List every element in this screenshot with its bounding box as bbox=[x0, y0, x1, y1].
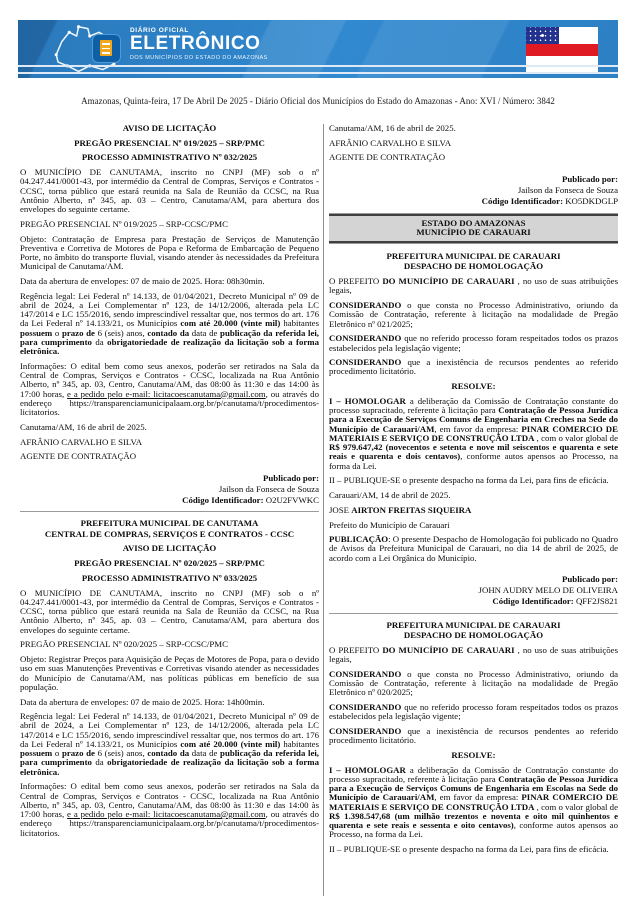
text-run: CONSIDERANDO bbox=[329, 300, 402, 311]
text-run: JOHN AUDRY MELO DE OLIVEIRA bbox=[478, 584, 618, 595]
text-run: a deliberação da Comissão de Contratação constante do processo supracitado, referente à licitação para bbox=[329, 395, 618, 416]
paragraph bbox=[20, 589, 319, 635]
text-run: prazo de bbox=[61, 748, 98, 759]
text-run: : O presente Despacho de Homologação foi publicado no Quadro de Avisos da Prefeitura Municipal de Carauari, no dia 14 de abril de 2025, de acordo com a Lei Orgânica do Município. bbox=[329, 534, 618, 563]
text-run: PINAR COMERCIO DE MATERIAIS E SERVIÇO DE CONSTRUÇÃO LTDA bbox=[329, 792, 618, 812]
text-run: Contratação de Pessoa Jurídica para a Execução de Serviços Comuns de Engenharia em Escolas na Sede do Município de Carauari/AM bbox=[329, 773, 618, 803]
gazette-title: ELETRÔNICO bbox=[130, 33, 261, 54]
text-run: AFRÂNIO CARVALHO E SILVA bbox=[329, 137, 452, 148]
text-run: , conforme autos apensos ao Processo, na forma da Lei. bbox=[329, 451, 618, 471]
text-run: CONSIDERANDO bbox=[329, 726, 402, 737]
paragraph bbox=[329, 124, 618, 133]
paragraph bbox=[329, 476, 618, 485]
text-run: DO MUNICÍPIO DE CARAUARI bbox=[382, 644, 515, 655]
text-run: Código Identificador: bbox=[492, 595, 576, 606]
text-run: MUNICÍPIO DE CARAUARI bbox=[416, 226, 531, 237]
text-run: PUBLICAÇÃO bbox=[329, 534, 389, 545]
article-heading bbox=[20, 153, 319, 162]
text-run: com até 20.000 (vinte mil) bbox=[180, 738, 284, 749]
text-run: possuem bbox=[20, 748, 55, 759]
paragraph bbox=[329, 727, 618, 745]
published-by bbox=[329, 574, 618, 607]
text-run: AVISO DE LICITAÇÃO bbox=[122, 124, 217, 133]
text-run: DO MUNICÍPIO DE CARAUARI bbox=[382, 276, 515, 287]
text-run: PINAR COMERCIO DE MATERIAIS E SERVIÇO DE CONSTRUÇÃO LTDA bbox=[329, 423, 618, 443]
text-run: O MUNICÍPIO DE CANUTAMA, inscrito no CNPJ (MF) sob o nº 04.247.441/0001-43, por intermédio da Central de Compras, Serviços e Contratos - CCSC, torna público que estará reunida na Sala de Reunião da CCSC, na Rua Antônio Alberto, nº 345, ap. 03 – Centro, Canutama/AM, para abertura dos envelopes do seguinte certame. bbox=[20, 587, 319, 635]
text-run: , no uso de suas atribuições legais, bbox=[329, 276, 618, 296]
text-run: O PREFEITO bbox=[329, 644, 383, 655]
text-run: que no referido processo foram respeitados todos os prazos estabelecidos pela legislação vigente; bbox=[329, 702, 618, 722]
article-heading bbox=[20, 139, 319, 148]
text-run: prazo de bbox=[61, 327, 98, 338]
paragraph bbox=[329, 535, 618, 563]
text-run: Código Identificador: bbox=[481, 195, 566, 206]
section-divider bbox=[329, 613, 618, 614]
document-icon bbox=[92, 34, 121, 63]
text-run: JOSE bbox=[329, 504, 352, 515]
text-run: o que consta no Processo Administrativo, oriundo da Comissão de Contratação, referente à licitação na modalidade de Pregão Eletrônico nº 021/2025; bbox=[329, 300, 618, 329]
paragraph bbox=[20, 277, 319, 286]
text-run: Publicado por: bbox=[263, 472, 319, 483]
text-run: II – PUBLIQUE-SE o presente despacho na forma da Lei, para fins de eficácia. bbox=[329, 844, 609, 855]
text-run: Prefeito do Município de Carauari bbox=[329, 519, 450, 530]
email-link[interactable]: e a pedido pelo e-mail: licitacoescanutama@gmail.com bbox=[67, 388, 266, 399]
text-run: da bbox=[95, 336, 108, 347]
gazette-subtitle: DOS MUNICÍPIOS DO ESTADO DO AMAZONAS bbox=[130, 55, 268, 61]
text-run: Data da abertura de envelopes: 07 de maio de 2025. Hora: 14h00min. bbox=[20, 696, 265, 707]
article-heading bbox=[20, 574, 319, 583]
column-right bbox=[324, 124, 618, 896]
article-heading bbox=[329, 751, 618, 760]
text-run: Objeto: Contratação de Empresa para Prestação de Serviços de Manutenção Preventiva e Corretiva de Motores de Popa e Reforma de Embarcação de Pequeno Porte, no âmbito do transporte fluvial, visando atender às necessidades da Prefeitura Municipal de Canutama/AM. bbox=[20, 233, 319, 272]
text-run: contado da bbox=[147, 748, 192, 759]
text-run: data de bbox=[191, 748, 221, 759]
text-run: , ou através do endereço https://transparenciamunicipalaam.org.br/p/canutama/t/procedimentos-licitatorios. bbox=[20, 809, 319, 838]
paragraph bbox=[20, 423, 319, 432]
text-run: PREGÃO PRESENCIAL Nº 020/2025 – SRP-CCSC/PMC bbox=[20, 639, 228, 650]
text-run: DESPACHO DE HOMOLOGAÇÃO bbox=[403, 261, 544, 272]
paragraph bbox=[20, 698, 319, 707]
text-run: obrigatoriedade de realização da licitação sob a forma eletrônica. bbox=[20, 757, 319, 777]
text-run: que a inexistência de recursos pendentes ao referido procedimento licitatório. bbox=[329, 357, 618, 377]
text-run: PREGÃO PRESENCIAL Nº 019/2025 – SRP-CCSC/PMC bbox=[20, 218, 228, 229]
text-run: com até 20.000 (vinte mil) bbox=[180, 318, 284, 329]
text-run: da bbox=[95, 757, 108, 768]
text-run: que no referido processo foram respeitados todos os prazos estabelecidos pela legislação vigente; bbox=[329, 333, 618, 353]
article-heading bbox=[20, 544, 319, 553]
article-heading bbox=[20, 124, 319, 133]
text-run: Jailson da Fonseca de Souza bbox=[517, 184, 618, 195]
paragraph bbox=[329, 646, 618, 664]
text-run: I – HOMOLOGAR bbox=[329, 395, 406, 406]
text-run: PROCESSO ADMINISTRATIVO Nº 033/2025 bbox=[81, 572, 258, 583]
article-heading bbox=[329, 382, 618, 391]
article-heading bbox=[20, 519, 319, 538]
text-run: PREGÃO PRESENCIAL Nº 020/2025 – SRP/PMC bbox=[74, 558, 265, 569]
text-run: , com o valor global de bbox=[534, 432, 618, 443]
published-by bbox=[20, 473, 319, 506]
content bbox=[20, 124, 618, 896]
text-run: AIRTON FREITAS SIQUEIRA bbox=[351, 504, 472, 515]
header-banner bbox=[18, 20, 618, 78]
text-run: R$ 1.398.547,68 (um milhão trezentos e noventa e oito mil quinhentos e quarenta e sete reais e sessenta e oito centavos) bbox=[329, 810, 618, 831]
text-run: PROCESSO ADMINISTRATIVO Nº 032/2025 bbox=[81, 152, 258, 163]
text-run: Publicado por: bbox=[562, 573, 618, 584]
paragraph bbox=[20, 168, 319, 214]
text-run: , com o valor global de bbox=[534, 801, 618, 812]
text-run: , em favor da empresa: bbox=[434, 792, 522, 803]
text-run: O MUNICÍPIO DE CANUTAMA, inscrito no CNPJ (MF) sob o nº 04.247.441/0001-43, por intermédio da Central de Compras, Serviços e Contratos - CCSC, torna público que estará reunida na Sala de Reunião da CCSC, na Rua Antônio Alberto, nº 345, ap. 03 – Centro, Canutama/AM, para abertura dos envelopes do seguinte certame. bbox=[20, 167, 319, 215]
text-run: obrigatoriedade de realização da licitação sob a forma eletrônica. bbox=[20, 336, 319, 357]
text-run: habitantes bbox=[283, 738, 319, 749]
text-run: habitantes bbox=[283, 318, 319, 329]
paragraph bbox=[20, 438, 319, 447]
text-run: AGENTE DE CONTRATAÇÃO bbox=[329, 152, 446, 163]
text-run: PREFEITURA MUNICIPAL DE CANUTAMA bbox=[80, 518, 259, 529]
text-run: QFF2JS821 bbox=[575, 595, 618, 606]
text-run: II – PUBLIQUE-SE o presente despacho na forma da Lei, para fins de eficácia. bbox=[329, 475, 609, 486]
text-run: CONSIDERANDO bbox=[329, 357, 402, 368]
paragraph bbox=[329, 397, 618, 471]
text-run: Objeto: Registrar Preços para Aquisição de Peças de Motores de Popa, para o devido uso em suas Manutenções Preventivas e Corretivas visando atender as necessidades do Município de Canutama/AM, nas políticas públicas em benefício de sua população. bbox=[20, 654, 319, 692]
paragraph bbox=[20, 235, 319, 272]
paragraph bbox=[20, 452, 319, 461]
text-run: a deliberação da Comissão de Contratação constante do processo supracitado, referente à licitação para bbox=[329, 764, 618, 784]
text-run: publicação da referida lei, para cumprimento bbox=[20, 748, 319, 768]
text-run: RESOLVE: bbox=[451, 749, 496, 760]
paragraph bbox=[329, 521, 618, 530]
text-run: Informações: O edital bem como seus anexos, poderão ser retirados na Sala da Central de Compras, Serviços e Contratos - CCSC, localizada na Rua Antônio Alberto, nº 345, ap. 03, Centro, Canutama/AM, das 08:00 às 11:30 e das 14:00 às 17:00 horas, bbox=[20, 360, 319, 399]
text-run: R$ 979.647,42 (novecentos e setenta e nove mil seiscentos e quarenta e sete reais e quarenta e dois centavos) bbox=[329, 442, 618, 462]
text-run: , em favor da empresa: bbox=[434, 423, 522, 434]
paragraph bbox=[20, 292, 319, 357]
paragraph bbox=[20, 655, 319, 692]
text-run: 6 (seis) anos, bbox=[97, 748, 148, 759]
paragraph bbox=[329, 277, 618, 295]
text-run: , no uso de suas atribuições legais, bbox=[329, 644, 618, 665]
text-run: que a inexistência de recursos pendentes ao referido procedimento licitatório. bbox=[329, 726, 618, 746]
text-run: PREGÃO PRESENCIAL Nº 019/2025 – SRP/PMC bbox=[74, 137, 265, 148]
text-run: RESOLVE: bbox=[451, 381, 496, 392]
article-heading bbox=[329, 621, 618, 640]
paragraph bbox=[20, 362, 319, 417]
text-run: o bbox=[54, 327, 62, 338]
text-run: AGENTE DE CONTRATAÇÃO bbox=[20, 451, 137, 462]
paragraph bbox=[329, 334, 618, 352]
paragraph bbox=[20, 712, 319, 777]
text-run: Jailson da Fonseca de Souza bbox=[218, 483, 319, 494]
text-run: Data da abertura de envelopes: 07 de maio de 2025. Hora: 08h30min. bbox=[20, 276, 265, 287]
text-run: AVISO DE LICITAÇÃO bbox=[122, 543, 217, 554]
text-run: data de bbox=[191, 327, 221, 338]
text-run: publicação da referida lei, para cumprimento bbox=[20, 327, 319, 347]
text-run: Canutama/AM, 16 de abril de 2025. bbox=[20, 421, 147, 432]
paragraph bbox=[20, 640, 319, 649]
published-by bbox=[329, 174, 618, 207]
paragraph bbox=[329, 766, 618, 840]
paragraph bbox=[329, 703, 618, 721]
text-run: o que consta no Processo Administrativo, oriundo da Comissão de Contratação, referente à licitação na modalidade de Pregão Eletrônico nº 020/2025; bbox=[329, 668, 618, 698]
text-run: DESPACHO DE HOMOLOGAÇÃO bbox=[403, 630, 544, 641]
text-run: Informações: O edital bem como seus anexos, poderão ser retirados na Sala da Central de Compras, Serviços e Contratos - CCSC, localizada na Rua Antônio Alberto, nº 345, ap. 03, Centro, Canutama/AM, das 08:00 às 11:30 e das 14:00 às 17:00 horas, bbox=[20, 781, 319, 820]
paragraph bbox=[20, 782, 319, 837]
text-run: Regência legal: Lei Federal nº 14.133, de 01/04/2021, Decreto Municipal nº 09 de abril de 2024, a Lei Complementar nº 123, de 14/12/2006, alterada pela LC 147/2014 e LC 155/2016, sendo imprescindível ressaltar que, nos termos do art. 176 da Lei Federal nº 14.133/21, os Municípios bbox=[20, 711, 319, 749]
text-run: contado da bbox=[147, 327, 192, 338]
text-run: PREFEITURA MUNICIPAL DE CARAUARI bbox=[386, 619, 561, 630]
text-run: O2U2FVWKC bbox=[265, 494, 319, 505]
paragraph bbox=[329, 358, 618, 376]
gazette-title-small: DIÁRIO OFICIAL bbox=[130, 27, 189, 34]
text-run: ESTADO DO AMAZONAS bbox=[421, 217, 526, 228]
banner-separator-lines bbox=[18, 65, 618, 74]
text-run: KO5DKDGLP bbox=[565, 195, 618, 206]
text-run: Canutama/AM, 16 de abril de 2025. bbox=[329, 124, 456, 133]
paragraph bbox=[329, 301, 618, 329]
text-run: o bbox=[54, 748, 62, 759]
text-run: Carauari/AM, 14 de abril de 2025. bbox=[329, 490, 451, 501]
text-run: Publicado por: bbox=[562, 173, 618, 184]
text-run: I – HOMOLOGAR bbox=[329, 764, 406, 775]
column-left bbox=[20, 124, 323, 896]
article-heading bbox=[329, 252, 618, 271]
section-divider bbox=[20, 511, 319, 512]
text-run: Código Identificador: bbox=[182, 494, 266, 505]
paragraph bbox=[20, 220, 319, 229]
paragraph bbox=[329, 491, 618, 500]
paragraph bbox=[329, 153, 618, 162]
email-link[interactable]: e a pedido pelo e-mail: licitacoescanutama@gmail.com bbox=[67, 809, 266, 820]
text-run: CENTRAL DE COMPRAS, SERVIÇOS E CONTRATOS - CCSC bbox=[44, 528, 295, 539]
text-run: , conforme autos apensos ao Processo, na forma da Lei. bbox=[329, 820, 618, 840]
text-run: Regência legal: Lei Federal nº 14.133, de 01/04/2021, Decreto Municipal nº 09 de abril de 2024, a Lei Complementar nº 123, de 14/12/2006, alterada pela LC 147/2014 e LC 155/2016, sendo imprescindível ressaltar que, nos termos do art. 176 da Lei Federal nº 14.133/21, os Municípios bbox=[20, 290, 319, 329]
paragraph bbox=[329, 139, 618, 148]
text-run: , ou através do endereço https://transparenciamunicipalaam.org.br/p/canutama/t/procedimentos-licitatorios. bbox=[20, 388, 319, 418]
paragraph bbox=[329, 845, 618, 854]
text-run: O PREFEITO bbox=[329, 276, 383, 287]
text-run: CONSIDERANDO bbox=[329, 333, 402, 344]
text-run: PREFEITURA MUNICIPAL DE CARAUARI bbox=[386, 251, 561, 262]
article-heading bbox=[20, 559, 319, 568]
text-run: 6 (seis) anos, bbox=[97, 327, 148, 338]
dateline: Amazonas, Quinta-feira, 17 De Abril De 2025 - Diário Oficial dos Municípios do Estado do Amazonas - Ano: XVI / Número: 3842 bbox=[81, 96, 555, 106]
state-municipality-banner bbox=[329, 214, 618, 243]
text-run: possuem bbox=[20, 327, 55, 338]
text-run: CONSIDERANDO bbox=[329, 702, 402, 713]
paragraph bbox=[329, 670, 618, 698]
text-run: AFRÂNIO CARVALHO E SILVA bbox=[20, 436, 143, 447]
text-run: Contratação de Pessoa Jurídica para a Execução de Serviços Comuns de Engenharia em Creches na Sede do Município de Carauari/AM bbox=[329, 405, 618, 434]
text-run: CONSIDERANDO bbox=[329, 668, 402, 679]
paragraph bbox=[329, 506, 618, 515]
